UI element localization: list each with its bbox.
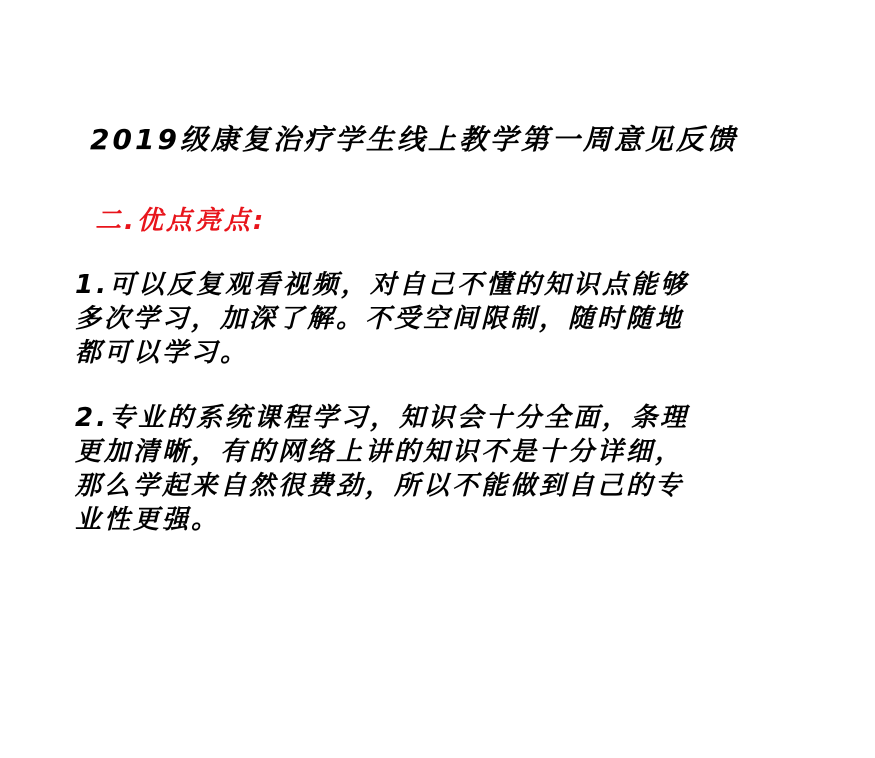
paragraph-line: 那么学起来自然很费劲，所以不能做到自己的专 [75,471,685,501]
paragraph-1 [75,268,775,370]
paragraph-line: 多次学习，加深了解。不受空间限制，随时随地 [75,304,685,334]
paragraph-line: 都可以学习。 [75,338,250,368]
paragraph-line: 1.可以反复观看视频，对自己不懂的知识点能够 [75,270,689,300]
paragraph-line: 更加清晰，有的网络上讲的知识不是十分详细， [75,437,685,467]
paragraph-line: 2.专业的系统课程学习，知识会十分全面，条理 [75,403,689,433]
paragraph-line: 业性更强。 [75,505,221,535]
page-title: 2019级康复治疗学生线上教学第一周意见反馈 [90,123,738,156]
section-heading: 二.优点亮点: [95,206,267,236]
paragraph-2 [75,401,775,537]
